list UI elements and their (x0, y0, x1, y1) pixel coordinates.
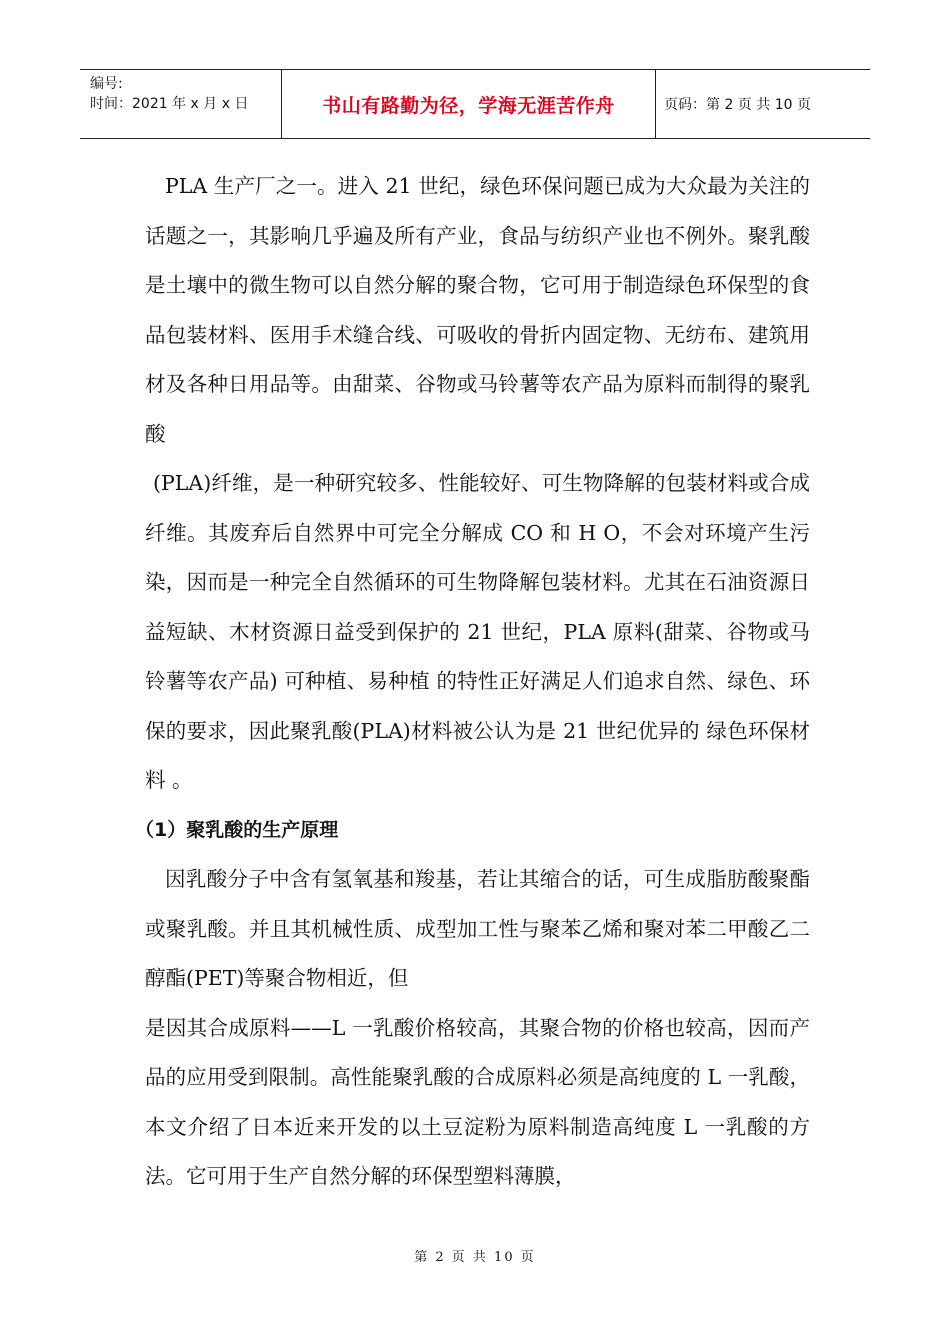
header-page-cell (656, 70, 870, 138)
paragraph-2: (PLA)纤维，是一种研究较多、性能较好、可生物降解的包装材料或合成纤维。其废弃后自然界中可完全分解成 CO 和 H O，不会对环境产生污染，因而是一种完全自然循环的可生物降解包装材料。尤其在石油资源日益短缺、木材资源日益受到保护的 21 世纪，PLA 原料(甜菜、谷物或马铃薯等农产品) 可种植、易种植 的特性正好满足人们追求自然、绿色、环保的要求，因此聚乳酸(PLA)材料被公认为是 21 世纪优异的 绿色环保材料 。 (145, 471, 810, 792)
header-meta-cell (80, 70, 282, 138)
header-page-info: 页码：第 2 页 共 10 页 (664, 97, 811, 113)
header-motto-cell (282, 70, 656, 138)
header-motto: 书山有路勤为径，学海无涯苦作舟 (322, 94, 615, 117)
document-header (80, 69, 870, 139)
document-body (135, 162, 810, 1202)
paragraph-4: 是因其合成原料——L 一乳酸价格较高，其聚合物的价格也较高，因而产品的应用受到限制。高性能聚乳酸的合成原料必须是高纯度的 L 一乳酸，本文介绍了日本近来开发的以土豆淀粉为原料制造高纯度 L 一乳酸的方法。它可用于生产自然分解的环保型塑料薄膜， (145, 1015, 810, 1188)
document-number-label: 编号: (90, 76, 123, 92)
page-footer: 第 2 页 共 10 页 (414, 1250, 536, 1265)
document-date-label: 时间：2021 年 x 月 x 日 (90, 96, 249, 112)
paragraph-1: PLA 生产厂之一。进入 21 世纪，绿色环保问题已成为大众最为关注的话题之一，其影响几乎遍及所有产业，食品与纺织产业也不例外。聚乳酸是土壤中的微生物可以自然分解的聚合物，它可用于制造绿色环保型的食品包装材料、医用手术缝合线、可吸收的骨折内固定物、无纺布、建筑用材及各种日用品等。由甜菜、谷物或马铃薯等农产品为原料而制得的聚乳酸 (145, 174, 810, 446)
paragraph-3: 因乳酸分子中含有氢氧基和羧基，若让其缩合的话，可生成脂肪酸聚酯或聚乳酸。并且其机械性质、成型加工性与聚苯乙烯和聚对苯二甲酸乙二醇酯(PET)等聚合物相近，但 (145, 867, 810, 990)
section-heading: （1）聚乳酸的生产原理 (135, 818, 339, 841)
